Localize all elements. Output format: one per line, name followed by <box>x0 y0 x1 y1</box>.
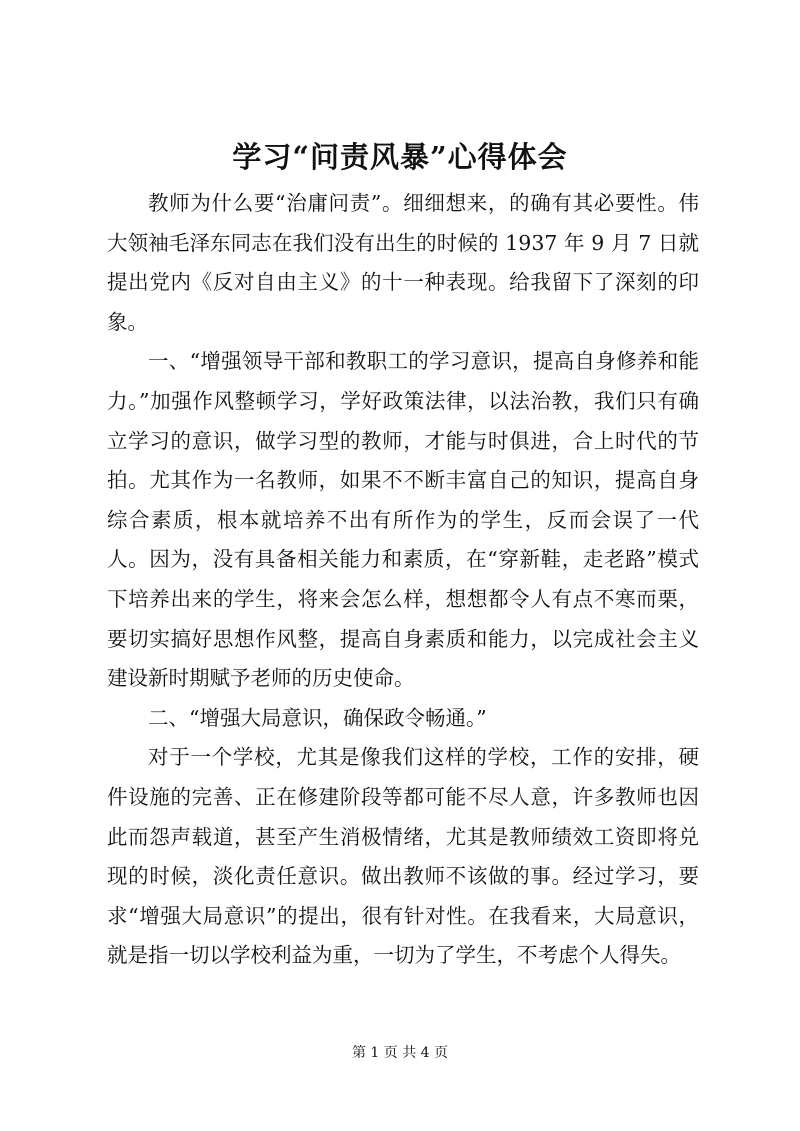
paragraph-point-two-body: 对于一个学校，尤其是像我们这样的学校，工作的安排，硬件设施的完善、正在修建阶段等都可能不尽人意，许多教师也因此而怨声载道，甚至产生消极情绪，尤其是教师绩效工资即将兑现的时候，淡化责任意识。做出教师不该做的事。经过学习，要求“增强大局意识”的提出，很有针对性。在我看来，大局意识，就是指一切以学校利益为重，一切为了学生，不考虑个人得失。 <box>107 745 699 968</box>
document-title: 学习“问责风暴”心得体会 <box>232 140 568 174</box>
paragraph-intro: 教师为什么要“治庸问责”。细细想来，的确有其必要性。伟大领袖毛泽东同志在我们没有出生的时候的 1937 年 9 月 7 日就提出党内《反对自由主义》的十一种表现。给我留下了深刻的印象。 <box>107 191 699 334</box>
paragraph-point-two-heading: 二、“增强大局意识，确保政令畅通。” <box>148 705 487 730</box>
paragraph-point-one: 一、“增强领导干部和教职工的学习意识，提高自身修养和能力。”加强作风整顿学习，学好政策法律，以法治教，我们只有确立学习的意识，做学习型的教师，才能与时俱进，合上时代的节拍。尤其作为一名教师，如果不不断丰富自己的知识，提高自身综合素质，根本就培养不出有所作为的学生，反而会误了一代人。因为，没有具备相关能力和素质，在“穿新鞋，走老路”模式下培养出来的学生，将来会怎么样，想想都令人有点不寒而栗，要切实搞好思想作风整，提高自身素质和能力，以完成社会主义建设新时期赋予老师的历史使命。 <box>107 349 699 691</box>
document-body <box>107 184 699 976</box>
page-footer: 第 1 页 共 4 页 <box>351 1045 449 1061</box>
